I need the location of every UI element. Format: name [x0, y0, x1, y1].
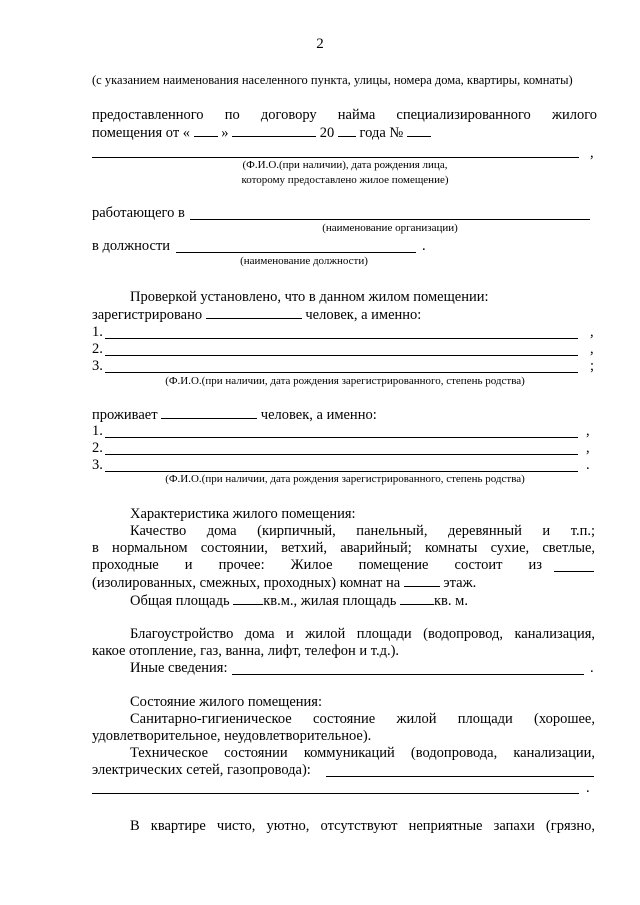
position-end: .	[422, 238, 426, 254]
registered-item-1: 1.	[92, 324, 103, 340]
position-note: (наименование должности)	[240, 255, 368, 267]
page-number: 2	[316, 36, 324, 52]
technical-end: .	[586, 780, 590, 796]
quality-line-4: (изолированных, смежных, проходных) комнат на этаж.	[92, 575, 477, 591]
comma: ,	[590, 145, 594, 161]
living-item-1: 1.	[92, 423, 103, 439]
technical-field-1[interactable]	[326, 776, 594, 777]
registered-note: (Ф.И.О.(при наличии, дата рождения зарегистрированного, степень родства)	[165, 375, 525, 387]
living-count-line: проживает человек, а именно:	[92, 407, 377, 423]
registered-item-2-field[interactable]	[105, 355, 578, 356]
position-field[interactable]	[176, 252, 416, 253]
fio-note-line-2: которому предоставлено жилое помещение)	[241, 174, 449, 186]
works-at-label: работающего в	[92, 205, 185, 221]
contract-line-2: помещения от « » 20 года №	[92, 124, 431, 142]
other-info-field[interactable]	[232, 674, 584, 675]
characteristics-heading: Характеристика жилого помещения:	[130, 506, 356, 522]
amenities-line-1: Благоустройство дома и жилой площади (водопровод, канализация,	[130, 626, 595, 642]
registered-item-1-end: ,	[590, 324, 594, 340]
amenities-line-2: какое отопление, газ, ванна, лифт, телефон и т.д.).	[92, 643, 400, 659]
sanitary-line-2: удовлетворительное, неудовлетворительное).	[92, 728, 372, 744]
month-field[interactable]	[232, 124, 316, 137]
org-note: (наименование организации)	[322, 222, 458, 234]
technical-line-2: электрических сетей, газопровода):	[92, 762, 311, 778]
address-note: (с указанием наименования населенного пункта, улицы, номера дома, квартиры, комнаты)	[92, 73, 573, 87]
quality-line-3: проходные и прочее: Жилое помещение состоит из	[92, 557, 542, 573]
total-area-field[interactable]	[233, 592, 263, 605]
organization-field[interactable]	[190, 219, 590, 220]
contract-line-1: предоставленного по договору найма специализированного жилого	[92, 107, 598, 123]
sanitary-line-1: Санитарно-гигиеническое состояние жилой площади (хорошее,	[130, 711, 595, 727]
living-item-3-field[interactable]	[105, 471, 578, 472]
living-item-3: 3.	[92, 457, 103, 473]
registered-item-2-end: ,	[590, 341, 594, 357]
cleanliness-line-1: В квартире чисто, уютно, отсутствуют неприятные запахи (грязно,	[130, 818, 595, 834]
floor-field[interactable]	[404, 574, 440, 587]
registered-item-3-end: ;	[590, 358, 595, 374]
living-count-field[interactable]	[161, 406, 257, 419]
registered-intro: Проверкой установлено, что в данном жилом помещении:	[130, 289, 489, 305]
area-line: Общая площадь кв.м., жилая площадь кв. м.	[130, 593, 468, 609]
contract-number-field[interactable]	[407, 124, 431, 137]
living-item-1-field[interactable]	[105, 437, 578, 438]
quality-line-2: в нормальном состоянии, ветхий, аварийный; комнаты сухие, светлые,	[92, 540, 595, 556]
living-item-3-end: .	[586, 457, 590, 473]
registered-item-3-field[interactable]	[105, 372, 578, 373]
day-field[interactable]	[194, 124, 218, 137]
living-item-2: 2.	[92, 440, 103, 456]
technical-line-1: Техническое состоянии коммуникаций (водопровода, канализации,	[130, 745, 595, 761]
position-label: в должности	[92, 238, 171, 254]
registered-count-line: зарегистрировано человек, а именно:	[92, 307, 422, 323]
living-area-field[interactable]	[400, 592, 434, 605]
rooms-count-field[interactable]	[554, 571, 594, 572]
registered-item-1-field[interactable]	[105, 338, 578, 339]
registered-count-field[interactable]	[206, 306, 302, 319]
tenant-fio-field[interactable]	[92, 157, 579, 158]
living-item-2-field[interactable]	[105, 454, 578, 455]
fio-note-line-1: (Ф.И.О.(при наличии), дата рождения лица,	[242, 159, 448, 171]
living-note: (Ф.И.О.(при наличии, дата рождения зарегистрированного, степень родства)	[165, 473, 525, 485]
technical-field-2[interactable]	[92, 793, 579, 794]
quality-line-1: Качество дома (кирпичный, панельный, деревянный и т.п.;	[130, 523, 595, 539]
other-info-label: Иные сведения:	[130, 660, 228, 676]
registered-item-3: 3.	[92, 358, 103, 374]
condition-heading: Состояние жилого помещения:	[130, 694, 322, 710]
registered-item-2: 2.	[92, 341, 103, 357]
other-info-end: .	[590, 660, 594, 676]
year-field[interactable]	[338, 124, 356, 137]
living-item-1-end: ,	[586, 423, 590, 439]
living-item-2-end: ,	[586, 440, 590, 456]
